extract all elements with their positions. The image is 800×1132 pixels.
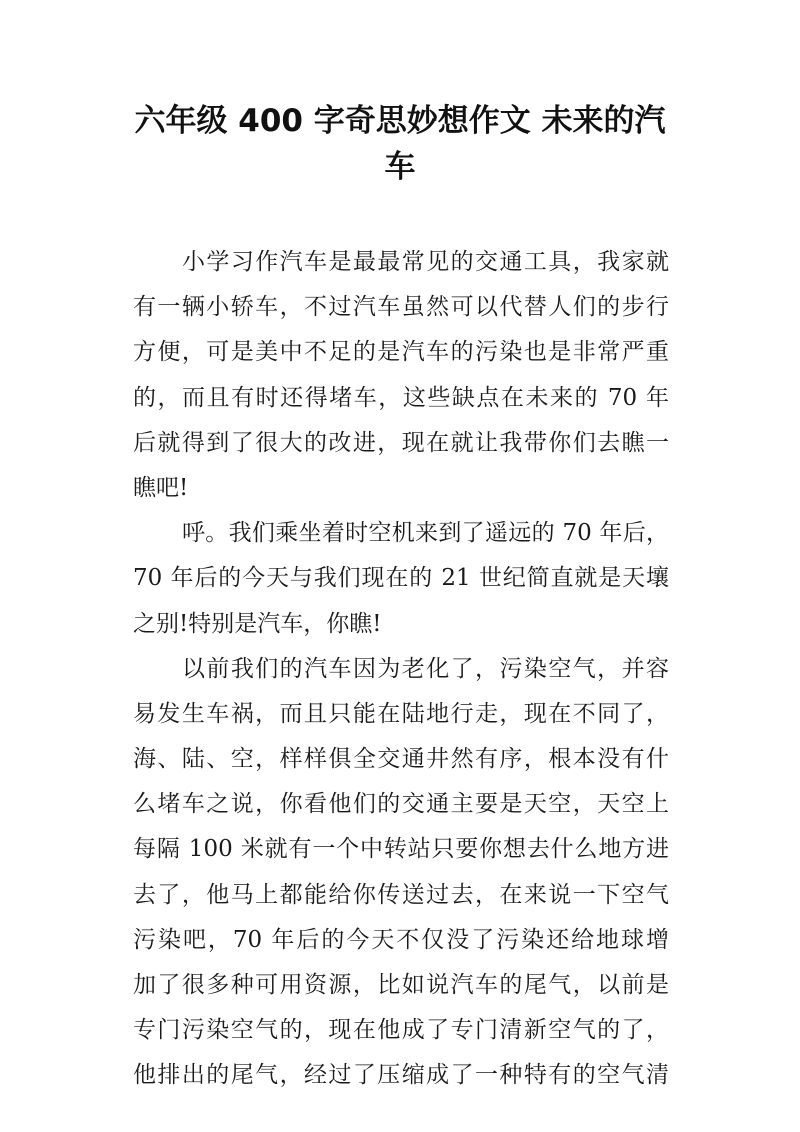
body-text-line: 么堵车之说，你看他们的交通主要是天空，天空上 [133,791,669,818]
body-text-line: 有一辆小轿车，不过汽车虽然可以代替人们的步行 [133,294,669,321]
body-text-line: 每隔 100 米就有一个中转站只要你想去什么地方进 [133,836,669,863]
title-line-1: 六年级 400 字奇思妙想作文 未来的汽 [134,103,666,139]
body-text-line: 瞧吧! [133,474,189,501]
body-text-line: 70 年后的今天与我们现在的 21 世纪简直就是天壤 [133,565,669,592]
body-text-line: 海、陆、空，样样俱全交通井然有序，根本没有什 [133,746,669,773]
body-text-line: 之别!特别是汽车，你瞧! [133,610,382,637]
body-text-line: 他排出的尾气，经过了压缩成了一种特有的空气清 [133,1062,669,1089]
body-text-line: 的，而且有时还得堵车，这些缺点在未来的 70 年 [133,384,669,411]
body-text-line: 方便，可是美中不足的是汽车的污染也是非常严重 [133,339,669,366]
body-text-line: 加了很多种可用资源，比如说汽车的尾气，以前是 [133,972,669,998]
body-text-line: 易发生车祸，而且只能在陆地行走，现在不同了， [133,700,669,727]
title-line-2: 车 [384,149,416,185]
document-body [133,240,669,1099]
body-text-line: 去了，他马上都能给你传送过去，在来说一下空气 [133,881,669,908]
body-text-line: 污染吧，70 年后的今天不仅没了污染还给地球增 [133,926,669,953]
body-text-line: 小学习作汽车是最最常见的交通工具，我家就 [182,249,669,275]
document-title [100,98,700,190]
body-text-line: 专门污染空气的，现在他成了专门清新空气的了， [133,1017,669,1044]
body-text-line: 后就得到了很大的改进，现在就让我带你们去瞧一 [133,429,669,456]
body-text-line: 呼。我们乘坐着时空机来到了遥远的 70 年后， [182,520,669,547]
body-text-line: 以前我们的汽车因为老化了，污染空气，并容 [182,655,669,682]
